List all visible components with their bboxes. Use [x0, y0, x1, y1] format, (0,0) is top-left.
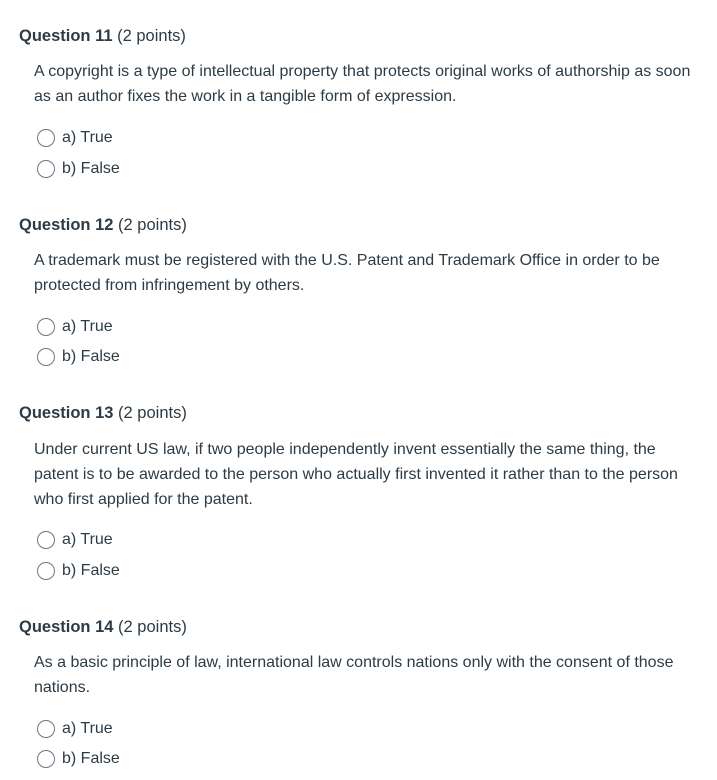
question-text: A trademark must be registered with the U.S. Patent and Trademark Office in order to be protected from infringement by others. — [34, 252, 660, 294]
option-label[interactable]: b) False — [62, 348, 120, 365]
question-header — [19, 214, 187, 236]
option-label[interactable]: a) True — [62, 531, 113, 548]
question-title: Question 11 — [19, 27, 113, 45]
question-text: Under current US law, if two people independently invent essentially the same thing, the patent is to be awarded to the person who actually first invented it rather than to the person who first applied for the patent. — [34, 441, 678, 508]
option-false[interactable] — [37, 158, 120, 180]
option-false[interactable] — [37, 748, 120, 770]
radio-button[interactable] — [37, 348, 55, 366]
question-points: (2 points) — [117, 27, 186, 45]
radio-button[interactable] — [37, 750, 55, 768]
question-text: As a basic principle of law, international law controls nations only with the consent of those nations. — [34, 654, 674, 696]
question-header — [19, 25, 186, 47]
radio-button[interactable] — [37, 562, 55, 580]
question-header — [19, 616, 187, 638]
option-true[interactable] — [37, 127, 113, 149]
question-title: Question 12 — [19, 216, 114, 234]
option-label[interactable]: b) False — [62, 750, 120, 767]
radio-button[interactable] — [37, 531, 55, 549]
option-label[interactable]: b) False — [62, 562, 120, 579]
option-true[interactable] — [37, 718, 113, 740]
radio-button[interactable] — [37, 720, 55, 738]
radio-button[interactable] — [37, 160, 55, 178]
question-points: (2 points) — [118, 404, 187, 422]
option-label[interactable]: a) True — [62, 129, 113, 146]
option-false[interactable] — [37, 346, 120, 368]
question-points: (2 points) — [118, 618, 187, 636]
option-true[interactable] — [37, 529, 113, 551]
option-label[interactable]: b) False — [62, 160, 120, 177]
question-title: Question 13 — [19, 404, 114, 422]
option-label[interactable]: a) True — [62, 318, 113, 335]
option-label[interactable]: a) True — [62, 720, 113, 737]
radio-button[interactable] — [37, 129, 55, 147]
option-false[interactable] — [37, 560, 120, 582]
question-header — [19, 402, 187, 424]
question-text: A copyright is a type of intellectual property that protects original works of authorship as soon as an author fixes the work in a tangible form of expression. — [34, 63, 691, 105]
radio-button[interactable] — [37, 318, 55, 336]
question-points: (2 points) — [118, 216, 187, 234]
option-true[interactable] — [37, 316, 113, 338]
question-title: Question 14 — [19, 618, 114, 636]
